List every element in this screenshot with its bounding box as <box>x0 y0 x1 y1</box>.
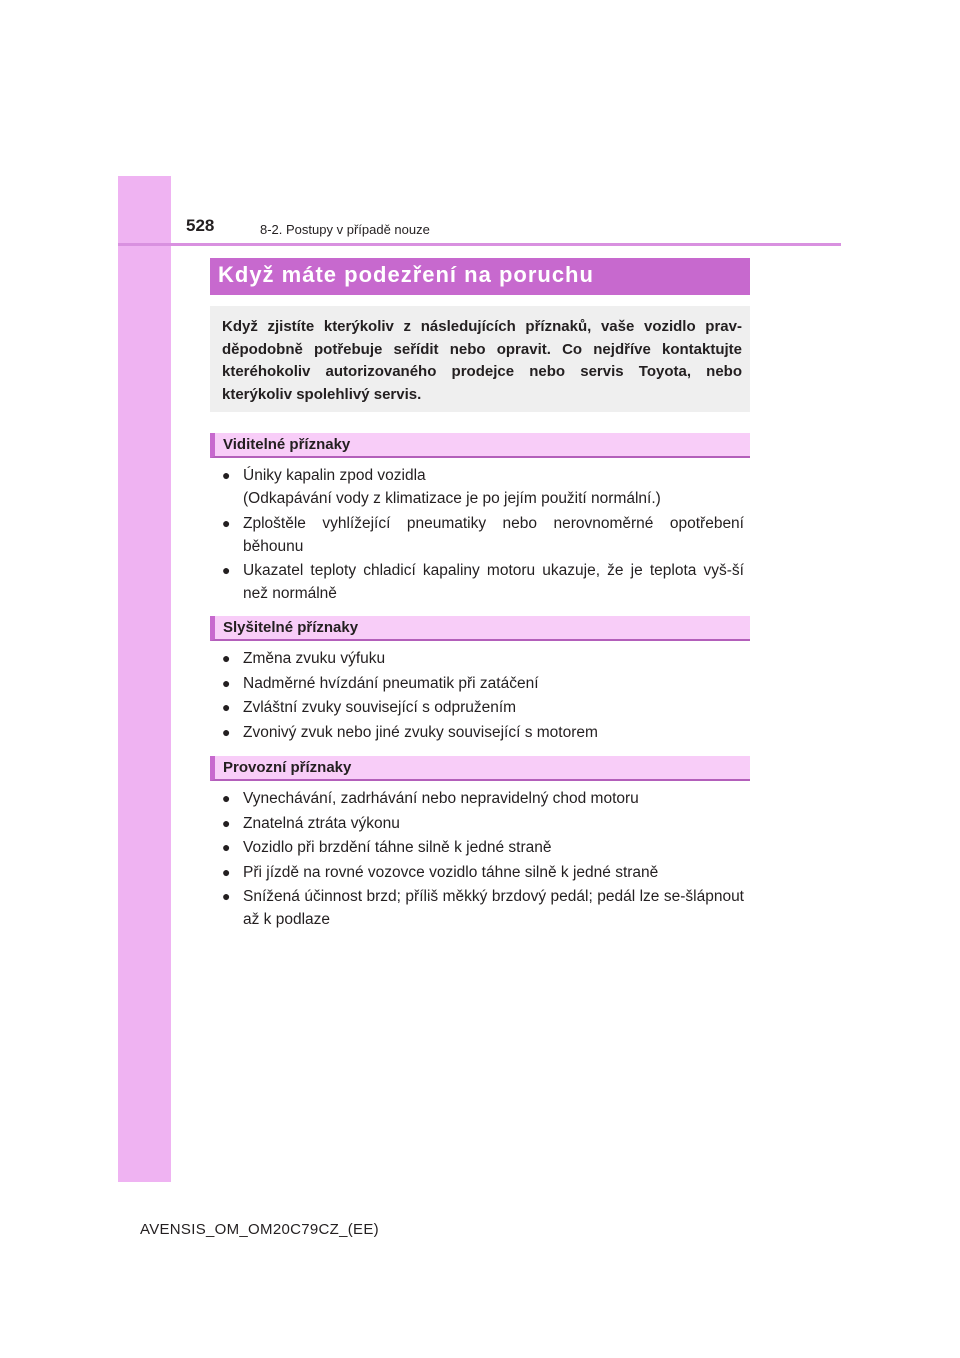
subheading-visible-symptoms: Viditelné příznaky <box>210 433 750 458</box>
list-item <box>222 672 744 695</box>
bullet-icon: ● <box>222 863 231 880</box>
list-item <box>222 464 744 510</box>
list-item-text: Zploštěle vyhlížející pneumatiky nebo nerovnoměrné opotřebení běhounu <box>243 514 744 555</box>
bullet-icon: ● <box>222 888 231 904</box>
list-item <box>222 696 744 719</box>
header-rule <box>118 243 841 246</box>
bullet-icon: ● <box>222 467 231 483</box>
list-item <box>222 787 744 810</box>
bullet-icon: ● <box>222 814 231 831</box>
page-number: 528 <box>186 216 215 235</box>
list-item-text: Ukazatel teploty chladicí kapaliny motoru ukazuje, že je teplota vyš-ší než normálně <box>243 562 744 602</box>
list-item-text: Vozidlo při brzdění táhne silně k jedné straně <box>243 839 552 856</box>
subheading-audible-symptoms: Slyšitelné příznaky <box>210 616 750 641</box>
list-item <box>222 836 744 859</box>
list-item-text: Zvonivý zvuk nebo jiné zvuky související s motorem <box>243 723 598 741</box>
bullet-icon: ● <box>222 562 231 578</box>
footer-doc-code: AVENSIS_OM_OM20C79CZ_(EE) <box>140 1221 379 1238</box>
list-item-text: Vynechávání, zadrhávání nebo nepravidelný chod motoru <box>243 790 639 807</box>
intro-text: Když zjistíte kterýkoliv z následujících příznaků, vaše vozidlo prav-děpodobně potřebuje seřídit nebo opravit. Co nejdříve kontaktujte kteréhokoliv autorizovaného prodejce nebo servis Toyota, nebo kterýkoliv spolehlivý servis. <box>222 318 742 403</box>
list-item-text: Nadměrné hvízdání pneumatik při zatáčení <box>243 674 539 692</box>
list-item-text: Znatelná ztráta výkonu <box>243 814 400 832</box>
list-item-text: Úniky kapalin zpod vozidla <box>243 467 426 484</box>
intro-box <box>210 306 750 412</box>
side-color-strip <box>118 176 171 1182</box>
section-label: 8-2. Postupy v případě nouze <box>260 222 430 237</box>
page-title: Když máte podezření na poruchu <box>210 258 750 295</box>
bullet-icon: ● <box>222 723 231 740</box>
visible-symptoms-list <box>222 464 744 607</box>
bullet-icon: ● <box>222 650 231 666</box>
audible-symptoms-list <box>222 647 744 745</box>
list-item-text: Při jízdě na rovné vozovce vozidlo táhne silně k jedné straně <box>243 863 659 881</box>
list-item <box>222 559 744 605</box>
list-item <box>222 885 744 931</box>
list-item-note: (Odkapávání vody z klimatizace je po jejím použití normální.) <box>243 490 661 507</box>
list-item-text: Změna zvuku výfuku <box>243 650 386 667</box>
bullet-icon: ● <box>222 699 231 715</box>
bullet-icon: ● <box>222 514 231 531</box>
list-item <box>222 861 744 884</box>
list-item-text: Snížená účinnost brzd; příliš měkký brzdový pedál; pedál lze se-šlápnout až k podlaze <box>243 888 744 928</box>
list-item <box>222 647 744 670</box>
bullet-icon: ● <box>222 839 231 855</box>
subheading-operational-symptoms: Provozní příznaky <box>210 756 750 781</box>
bullet-icon: ● <box>222 790 231 806</box>
list-item <box>222 721 744 744</box>
list-item <box>222 512 744 558</box>
list-item <box>222 812 744 835</box>
operational-symptoms-list <box>222 787 744 933</box>
bullet-icon: ● <box>222 674 231 691</box>
list-item-text: Zvláštní zvuky související s odpružením <box>243 699 517 716</box>
